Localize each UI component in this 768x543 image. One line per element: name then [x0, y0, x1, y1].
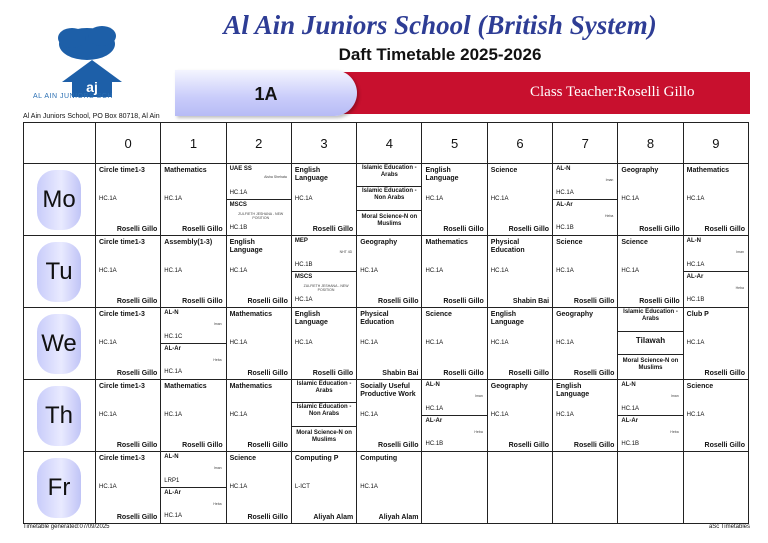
lesson-cell-split: [553, 164, 618, 236]
lesson-room: HC.1B: [425, 441, 444, 447]
lesson-teacher-small: Iman: [605, 178, 614, 182]
lesson-subject: MEP: [294, 238, 308, 244]
svg-text:aj: aj: [86, 79, 98, 95]
lesson-room: HC.1A: [556, 412, 574, 418]
lesson-subject: Mathematics: [425, 239, 468, 246]
lesson-subject: Geography: [621, 167, 659, 174]
lesson-teacher: Roselli Gillo: [116, 226, 158, 233]
lesson-cell: [226, 452, 291, 524]
lesson-teacher: Roselli Gillo: [247, 298, 288, 305]
lesson-teacher: Roselli Gillo: [247, 514, 288, 521]
lesson-subject: Circle time1-3: [99, 311, 145, 318]
lesson-subject: Science: [229, 455, 257, 462]
lesson-subject: MSCS: [294, 274, 313, 280]
lesson-subject: AL-N: [621, 382, 636, 388]
day-row-mo: [24, 164, 749, 236]
lesson-teacher-small: Heba: [735, 286, 744, 290]
lesson-subject: Mathematics: [229, 311, 272, 318]
lesson-subject: Circle time1-3: [99, 239, 145, 246]
lesson-cell-split: [291, 380, 356, 452]
lesson-teacher-small: Heba: [474, 430, 483, 434]
lesson-subject: Mathematics: [164, 167, 207, 174]
lesson-subject: Tilawah: [635, 336, 666, 345]
lesson-cell: [683, 308, 748, 380]
logo-text: AL AIN JUNIORS SCH: [33, 93, 113, 100]
lesson-subject: Mathematics: [686, 167, 730, 174]
lesson-cell: [96, 164, 161, 236]
lesson-cell: [553, 308, 618, 380]
lesson-cell-split: [357, 164, 422, 236]
split-divider: [618, 331, 682, 332]
lesson-cell: [291, 164, 356, 236]
split-divider: [357, 210, 421, 211]
split-divider: [618, 354, 682, 355]
lesson-cell: [357, 236, 422, 308]
lesson-teacher: Roselli Gillo: [639, 226, 680, 233]
lesson-cell-split: [422, 380, 487, 452]
lesson-subject: English Language: [490, 311, 524, 326]
lesson-room: HC.1A: [229, 190, 248, 196]
lesson-cell: [96, 452, 161, 524]
lesson-cell: [683, 164, 748, 236]
lesson-cell: [487, 308, 552, 380]
lesson-subject: Physical Education: [490, 239, 525, 254]
lesson-cell-split: [161, 452, 226, 524]
lesson-subject: Science: [556, 239, 583, 246]
lesson-subject: English Language: [229, 239, 263, 254]
lesson-cell: [553, 380, 618, 452]
lesson-teacher: Roselli Gillo: [247, 370, 288, 377]
lesson-teacher: Roselli Gillo: [443, 226, 484, 233]
lesson-subject: AL-Ar: [621, 418, 639, 424]
lesson-teacher: Roselli Gillo: [443, 298, 484, 305]
class-name: 1A: [254, 84, 278, 104]
lesson-cell: [618, 164, 683, 236]
lesson-room: HC.1A: [360, 412, 378, 418]
lesson-subject: AL-Ar: [164, 346, 181, 352]
lesson-cell: [683, 380, 748, 452]
lesson-cell: [357, 308, 422, 380]
lesson-subject: Socially Useful Productive Work: [360, 383, 416, 398]
lesson-teacher: Roselli Gillo: [312, 370, 354, 377]
lesson-room: LRP1: [164, 478, 180, 484]
lesson-room: HC.1A: [686, 196, 705, 202]
lesson-room: HC.1A: [294, 297, 313, 303]
lesson-teacher: Roselli Gillo: [639, 298, 680, 305]
lesson-room: HC.1A: [294, 340, 313, 346]
lesson-subject: Moral Science-N on Muslims: [622, 358, 679, 371]
lesson-room: HC.1B: [686, 297, 705, 303]
day-cell: [24, 308, 96, 380]
lesson-room: L-ICT: [294, 484, 310, 490]
timetable-grid: [23, 122, 749, 524]
lesson-teacher: Shabin Bai: [512, 298, 550, 305]
split-divider: [357, 186, 421, 187]
lesson-teacher: Roselli Gillo: [704, 442, 745, 449]
lesson-room: HC.1A: [556, 268, 574, 274]
lesson-subject: Circle time1-3: [99, 455, 145, 462]
lesson-room: HC.1A: [556, 340, 574, 346]
lesson-teacher: Roselli Gillo: [116, 514, 158, 521]
day-cell: [24, 380, 96, 452]
lesson-subject: AL-Ar: [164, 490, 181, 496]
split-divider: [161, 343, 225, 344]
lesson-room: HC.1A: [621, 406, 640, 412]
lesson-subject: Islamic Education - Arabs: [296, 381, 352, 394]
lesson-room: HC.1A: [425, 406, 444, 412]
lesson-teacher: Roselli Gillo: [704, 370, 745, 377]
lesson-room: HC.1B: [229, 225, 248, 231]
lesson-teacher: Roselli Gillo: [378, 298, 419, 305]
lesson-teacher: Roselli Gillo: [116, 370, 158, 377]
lesson-subject: AL-N: [425, 382, 440, 388]
lesson-room: HC.1A: [164, 196, 182, 202]
lesson-room: HC.1B: [556, 225, 574, 231]
day-row-fr: [24, 452, 749, 524]
lesson-teacher-small: Heba: [670, 430, 679, 434]
split-divider: [618, 415, 682, 416]
lesson-subject: Islamic Education - Arabs: [361, 165, 417, 178]
school-address: Al Ain Juniors School, PO Box 80718, Al Ain: [23, 113, 160, 120]
lesson-teacher: Roselli Gillo: [116, 298, 158, 305]
lesson-cell: [357, 380, 422, 452]
lesson-cell-split: [226, 164, 291, 236]
lesson-subject: Science: [686, 383, 714, 390]
lesson-subject: Geography: [360, 239, 398, 246]
empty-cell: [618, 452, 683, 524]
day-cell: [24, 164, 96, 236]
lesson-subject: Islamic Education - Non Arabs: [361, 188, 417, 201]
lesson-room: HC.1A: [229, 340, 248, 346]
lesson-subject: English Language: [294, 167, 328, 182]
lesson-cell: [618, 236, 683, 308]
lesson-cell-split: [618, 308, 683, 380]
lesson-cell: [487, 236, 552, 308]
lesson-teacher-small: Iman: [670, 394, 679, 398]
lesson-cell: [422, 236, 487, 308]
lesson-cell: [96, 380, 161, 452]
lesson-teacher: Roselli Gillo: [443, 370, 484, 377]
lesson-room: HC.1A: [294, 196, 313, 202]
split-divider: [292, 271, 356, 272]
lesson-cell: [96, 236, 161, 308]
period-header: 3: [291, 123, 356, 164]
lesson-subject: AL-N: [686, 238, 702, 244]
lesson-subject: Computing P: [294, 455, 339, 462]
lesson-subject: Moral Science-N on Muslims: [361, 214, 418, 227]
lesson-cell: [226, 236, 291, 308]
lesson-subject: Geography: [490, 383, 528, 390]
lesson-teacher: Roselli Gillo: [573, 298, 615, 305]
lesson-teacher: Roselli Gillo: [508, 370, 550, 377]
lesson-subject: AL-N: [556, 166, 571, 172]
lesson-subject: Mathematics: [164, 383, 207, 390]
school-logo: [42, 20, 142, 100]
lesson-cell: [553, 236, 618, 308]
lesson-room: HC.1A: [360, 268, 378, 274]
lesson-subject: Circle time1-3: [99, 383, 145, 390]
lesson-room: HC.1A: [686, 262, 705, 268]
split-divider: [422, 415, 486, 416]
split-divider: [161, 487, 225, 488]
lesson-teacher: Roselli Gillo: [247, 442, 288, 449]
lesson-room: HC.1B: [294, 262, 313, 268]
lesson-teacher-small: Aisha Shehata: [264, 175, 287, 179]
lesson-subject: MSCS: [229, 202, 247, 208]
lesson-subject: Islamic Education - Non Arabs: [296, 404, 352, 417]
lesson-room: HC.1A: [99, 412, 117, 418]
generated-date: Timetable generated:07/09/2025: [23, 524, 110, 530]
lesson-cell: [357, 452, 422, 524]
empty-cell: [487, 452, 552, 524]
lesson-teacher: Roselli Gillo: [312, 226, 354, 233]
day-label: Tu: [37, 242, 81, 302]
lesson-room: HC.1A: [164, 513, 182, 519]
lesson-teacher: Roselli Gillo: [704, 226, 745, 233]
lesson-subject: Mathematics: [229, 383, 272, 390]
lesson-room: HC.1A: [229, 268, 248, 274]
lesson-subject: AL-N: [164, 310, 179, 316]
day-label: Mo: [37, 170, 81, 230]
empty-cell: [422, 452, 487, 524]
lesson-cell: [96, 308, 161, 380]
lesson-teacher: Roselli Gillo: [182, 298, 223, 305]
corner-cell: [24, 123, 96, 164]
lesson-teacher-small: Heba: [605, 214, 614, 218]
lesson-cell: [226, 380, 291, 452]
lesson-subject: Circle time1-3: [99, 167, 145, 174]
lesson-room: HC.1A: [490, 340, 509, 346]
lesson-room: HC.1A: [99, 340, 117, 346]
period-header: 1: [161, 123, 226, 164]
day-label: Th: [37, 386, 81, 446]
lesson-teacher-small: ZULFIETH JESHANA - NEW POSITION: [303, 284, 349, 292]
lesson-room: HC.1A: [686, 412, 705, 418]
lesson-cell-split: [683, 236, 748, 308]
lesson-cell-split: [161, 308, 226, 380]
day-row-th: [24, 380, 749, 452]
period-header-row: [24, 123, 749, 164]
period-header: 7: [553, 123, 618, 164]
lesson-room: HC.1A: [164, 369, 182, 375]
lesson-teacher: Aliyah Alam: [378, 514, 419, 521]
lesson-room: HC.1A: [360, 484, 378, 490]
lesson-room: HC.1A: [164, 268, 182, 274]
split-divider: [292, 426, 356, 427]
split-divider: [227, 199, 291, 200]
lesson-subject: Club P: [686, 311, 709, 318]
lesson-room: HC.1A: [490, 268, 509, 274]
day-cell: [24, 236, 96, 308]
lesson-cell: [422, 308, 487, 380]
lesson-subject: Computing: [360, 455, 398, 462]
lesson-room: HC.1A: [686, 340, 705, 346]
lesson-room: HC.1A: [99, 196, 117, 202]
lesson-subject: Physical Education: [360, 311, 395, 326]
footer-brand: aSc Timetables: [708, 524, 750, 530]
lesson-subject: AL-Ar: [556, 202, 573, 208]
empty-cell: [683, 452, 748, 524]
lesson-teacher: Roselli Gillo: [573, 442, 615, 449]
lesson-cell: [291, 308, 356, 380]
empty-cell: [553, 452, 618, 524]
lesson-cell: [226, 308, 291, 380]
lesson-cell: [422, 164, 487, 236]
lesson-teacher: Roselli Gillo: [378, 442, 419, 449]
split-divider: [553, 199, 617, 200]
period-header: 8: [618, 123, 683, 164]
lesson-room: HC.1A: [425, 268, 444, 274]
period-header: 4: [357, 123, 422, 164]
lesson-room: HC.1A: [360, 340, 378, 346]
lesson-room: HC.1C: [164, 334, 183, 340]
lesson-cell: [161, 380, 226, 452]
lesson-room: HC.1A: [99, 484, 117, 490]
lesson-teacher: Roselli Gillo: [116, 442, 158, 449]
split-divider: [684, 271, 748, 272]
lesson-teacher: Roselli Gillo: [508, 442, 550, 449]
lesson-room: HC.1A: [229, 484, 248, 490]
lesson-room: HC.1A: [99, 268, 117, 274]
lesson-cell-split: [618, 380, 683, 452]
lesson-room: HC.1A: [164, 412, 182, 418]
period-header: 5: [422, 123, 487, 164]
period-header: 0: [96, 123, 161, 164]
lesson-teacher-small: Heba: [213, 358, 222, 362]
day-cell: [24, 452, 96, 524]
lesson-subject: UAE SS: [229, 166, 252, 172]
lesson-room: HC.1A: [425, 340, 444, 346]
lesson-subject: Assembly(1-3): [164, 239, 213, 246]
lesson-subject: AL-Ar: [686, 274, 704, 280]
timetable-title: Daft Timetable 2025-2026: [338, 45, 542, 64]
lesson-cell: [487, 164, 552, 236]
lesson-teacher: Roselli Gillo: [182, 442, 223, 449]
lesson-teacher-small: Iman: [213, 322, 222, 326]
lesson-subject: AL-Ar: [425, 418, 443, 424]
lesson-room: HC.1B: [621, 441, 640, 447]
lesson-subject: Science: [425, 311, 452, 318]
lesson-teacher: Shabin Bai: [382, 370, 419, 377]
period-header: 6: [487, 123, 552, 164]
period-header: 2: [226, 123, 291, 164]
split-divider: [292, 402, 356, 403]
lesson-subject: English Language: [425, 167, 459, 182]
day-row-we: [24, 308, 749, 380]
lesson-cell: [161, 164, 226, 236]
school-name: Al Ain Juniors School (British System): [223, 10, 657, 40]
day-row-tu: [24, 236, 749, 308]
lesson-room: HC.1A: [229, 412, 248, 418]
lesson-subject: English Language: [294, 311, 328, 326]
day-label: We: [37, 314, 81, 374]
lesson-teacher: Roselli Gillo: [182, 226, 223, 233]
lesson-teacher-small: Iman: [213, 466, 222, 470]
lesson-teacher-small: NHT 4D: [339, 250, 353, 254]
lesson-teacher-small: Heba: [213, 502, 222, 506]
lesson-subject: Science: [621, 239, 648, 246]
lesson-cell: [487, 380, 552, 452]
lesson-teacher: Roselli Gillo: [508, 226, 550, 233]
day-label: Fr: [37, 458, 81, 518]
lesson-room: HC.1A: [490, 196, 509, 202]
lesson-room: HC.1A: [490, 412, 509, 418]
lesson-subject: Moral Science-N on Muslims: [296, 430, 352, 443]
lesson-teacher-small: Iman: [736, 250, 744, 254]
lesson-teacher-small: ZULFIETH JESHANA - NEW POSITION: [238, 212, 284, 220]
lesson-teacher-small: Iman: [475, 394, 483, 398]
period-header: 9: [683, 123, 748, 164]
lesson-teacher: Aliyah Alam: [313, 514, 354, 521]
lesson-room: HC.1A: [425, 196, 444, 202]
lesson-cell-split: [291, 236, 356, 308]
lesson-subject: Geography: [556, 311, 594, 318]
lesson-teacher: Roselli Gillo: [573, 370, 615, 377]
lesson-subject: AL-N: [164, 454, 179, 460]
lesson-subject: English Language: [556, 383, 590, 398]
lesson-subject: Science: [490, 167, 518, 174]
lesson-cell: [161, 236, 226, 308]
class-teacher: Class Teacher:Roselli Gillo: [530, 84, 695, 100]
lesson-room: HC.1A: [556, 190, 574, 196]
lesson-subject: Islamic Education - Arabs: [623, 309, 678, 322]
lesson-room: HC.1A: [621, 268, 640, 274]
lesson-room: HC.1A: [621, 196, 640, 202]
lesson-cell: [291, 452, 356, 524]
